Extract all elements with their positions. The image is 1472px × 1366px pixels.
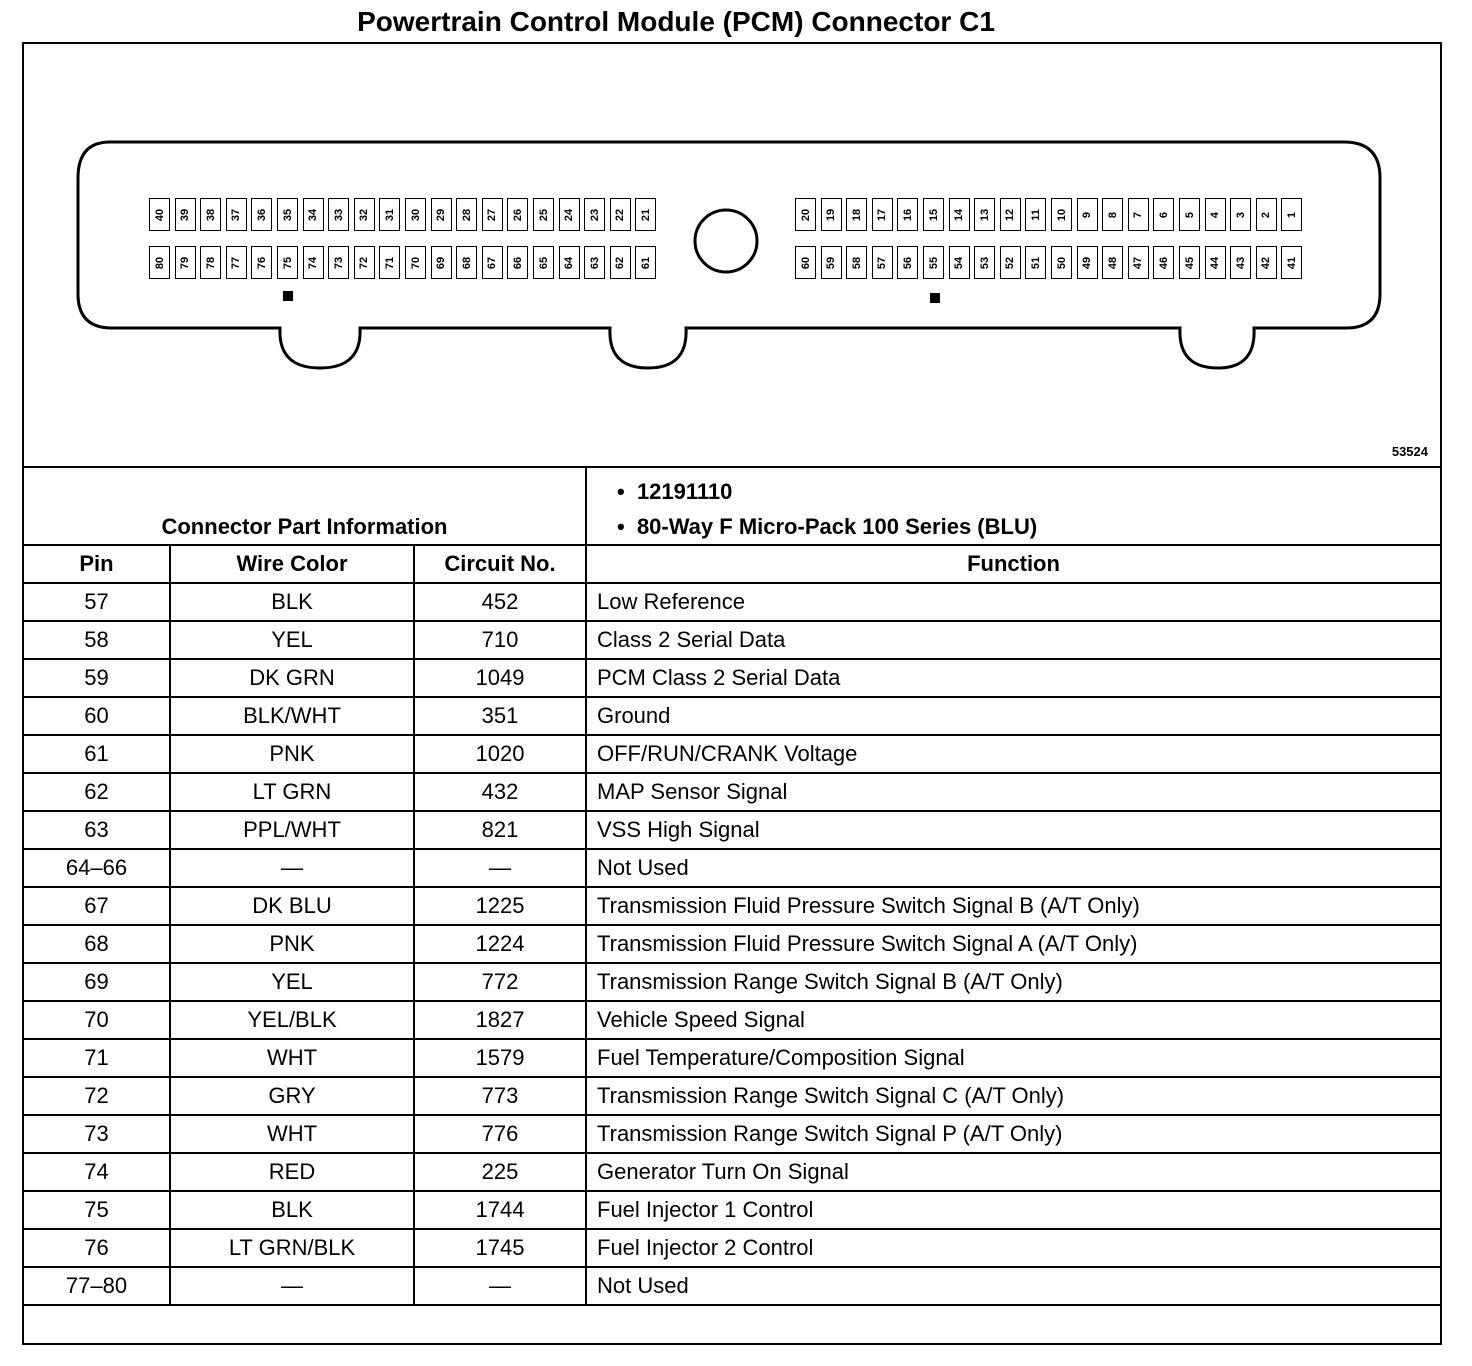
- pin-number: 41: [1285, 256, 1298, 269]
- pinout-table: [22, 466, 1442, 1306]
- pin-cavity: [354, 246, 375, 279]
- pin-cavity: [1256, 246, 1277, 279]
- table-row: [23, 1267, 1441, 1305]
- pin-number: 32: [358, 208, 371, 221]
- cell-circuit: 1579: [414, 1039, 586, 1077]
- cell-pin: 57: [23, 583, 170, 621]
- pin-cavity: [1051, 198, 1072, 231]
- pin-number: 34: [307, 208, 320, 221]
- pin-cavity: [1230, 198, 1251, 231]
- pin-cavity: [1281, 246, 1302, 279]
- pin-number: 46: [1157, 256, 1170, 269]
- pin-cavity: [584, 246, 605, 279]
- pin-cavity: [795, 246, 816, 279]
- cell-pin: 76: [23, 1229, 170, 1267]
- pin-number: 63: [588, 256, 601, 269]
- cell-function: Fuel Temperature/Composition Signal: [586, 1039, 1441, 1077]
- pin-cavity: [200, 198, 221, 231]
- col-header-circuit: Circuit No.: [414, 545, 586, 583]
- pin-cavity: [456, 198, 477, 231]
- table-body: [23, 583, 1441, 1305]
- pin-number: 4: [1209, 211, 1222, 218]
- pin-number: 5: [1183, 211, 1196, 218]
- cell-circuit: 432: [414, 773, 586, 811]
- pin-cavity: [277, 198, 298, 231]
- table-row: [23, 735, 1441, 773]
- pin-cavity: [1205, 246, 1226, 279]
- pin-cavity: [303, 198, 324, 231]
- pin-cavity: [610, 198, 631, 231]
- pin-cavity: [974, 246, 995, 279]
- pin-number: 15: [927, 208, 940, 221]
- pin-number: 30: [409, 208, 422, 221]
- table-row: [23, 1229, 1441, 1267]
- pin-number: 16: [901, 208, 914, 221]
- cell-circuit: 773: [414, 1077, 586, 1115]
- pin-number: 14: [953, 208, 966, 221]
- cell-wire-color: BLK: [170, 1191, 414, 1229]
- col-header-wire-color: Wire Color: [170, 545, 414, 583]
- pin-cavity: [251, 198, 272, 231]
- pin-cavity: [1281, 198, 1302, 231]
- pin-number: 29: [435, 208, 448, 221]
- pin-number: 21: [639, 208, 652, 221]
- pin-cavity: [226, 198, 247, 231]
- pin-cavity: [559, 198, 580, 231]
- pin-number: 36: [255, 208, 268, 221]
- pin-number: 65: [537, 256, 550, 269]
- col-header-pin: Pin: [23, 545, 170, 583]
- part-info-item: • 12191110: [617, 479, 733, 504]
- pin-cavity: [507, 246, 528, 279]
- part-info-list: [586, 467, 1441, 545]
- pin-number: 22: [614, 208, 627, 221]
- pin-cavity: [251, 246, 272, 279]
- cell-circuit: —: [414, 1267, 586, 1305]
- table-row: [23, 1115, 1441, 1153]
- pin-cavity: [846, 198, 867, 231]
- cell-wire-color: PNK: [170, 735, 414, 773]
- pin-number: 56: [901, 256, 914, 269]
- cell-wire-color: WHT: [170, 1115, 414, 1153]
- part-info-item: • 80-Way F Micro-Pack 100 Series (BLU): [617, 514, 1038, 539]
- cell-function: Vehicle Speed Signal: [586, 1001, 1441, 1039]
- cell-function: PCM Class 2 Serial Data: [586, 659, 1441, 697]
- table-row: [23, 1077, 1441, 1115]
- pin-cavity: [1051, 246, 1072, 279]
- pin-cavity: [533, 198, 554, 231]
- pin-cavity: [974, 198, 995, 231]
- cell-pin: 68: [23, 925, 170, 963]
- pin-cavity: [872, 246, 893, 279]
- pin-number: 68: [460, 256, 473, 269]
- table-row: [23, 925, 1441, 963]
- cell-circuit: 1020: [414, 735, 586, 773]
- pin-number: 20: [799, 208, 812, 221]
- cell-wire-color: DK GRN: [170, 659, 414, 697]
- pin-number: 55: [927, 256, 940, 269]
- pin-number: 6: [1157, 211, 1170, 218]
- pin-number: 49: [1081, 256, 1094, 269]
- cell-pin: 70: [23, 1001, 170, 1039]
- pin-cavity: [1230, 246, 1251, 279]
- pin-number: 71: [383, 256, 396, 269]
- cell-pin: 71: [23, 1039, 170, 1077]
- pin-number: 45: [1183, 256, 1196, 269]
- cell-circuit: 710: [414, 621, 586, 659]
- cell-function: Generator Turn On Signal: [586, 1153, 1441, 1191]
- pin-number: 25: [537, 208, 550, 221]
- cell-circuit: 1049: [414, 659, 586, 697]
- cell-function: Transmission Range Switch Signal P (A/T Only): [586, 1115, 1441, 1153]
- pin-number: 61: [639, 256, 652, 269]
- table-row: [23, 1001, 1441, 1039]
- pin-number: 11: [1029, 208, 1042, 221]
- pin-number: 28: [460, 208, 473, 221]
- table-row: [23, 1153, 1441, 1191]
- pin-number: 62: [614, 256, 627, 269]
- pin-number: 78: [204, 256, 217, 269]
- pin-cavity: [584, 198, 605, 231]
- pin-number: 42: [1260, 256, 1273, 269]
- cell-function: OFF/RUN/CRANK Voltage: [586, 735, 1441, 773]
- pin-cavity: [1102, 246, 1123, 279]
- pin-cavity: [328, 198, 349, 231]
- cell-pin: 75: [23, 1191, 170, 1229]
- cell-wire-color: PNK: [170, 925, 414, 963]
- pin-cavity: [1025, 246, 1046, 279]
- table-row: [23, 811, 1441, 849]
- pin-number: 19: [825, 208, 838, 221]
- table-row: [23, 773, 1441, 811]
- pin-cavity: [1025, 198, 1046, 231]
- pin-number: 79: [179, 256, 192, 269]
- col-header-function: Function: [586, 545, 1441, 583]
- pin-number: 70: [409, 256, 422, 269]
- table-row: [23, 887, 1441, 925]
- pin-cavity: [1077, 198, 1098, 231]
- pin-cavity: [846, 246, 867, 279]
- cell-wire-color: WHT: [170, 1039, 414, 1077]
- cell-wire-color: YEL: [170, 963, 414, 1001]
- pin-cavity: [635, 246, 656, 279]
- pin-cavity: [405, 198, 426, 231]
- pin-number: 75: [281, 256, 294, 269]
- pin-number: 60: [799, 256, 812, 269]
- pin-cavity: [949, 198, 970, 231]
- cell-wire-color: PPL/WHT: [170, 811, 414, 849]
- table-row: [23, 1191, 1441, 1229]
- cell-function: VSS High Signal: [586, 811, 1441, 849]
- pin-cavity: [1128, 246, 1149, 279]
- pin-number: 74: [307, 256, 320, 269]
- pin-number: 31: [383, 208, 396, 221]
- pin-cavity: [277, 246, 298, 279]
- cell-pin: 67: [23, 887, 170, 925]
- pin-number: 8: [1106, 211, 1119, 218]
- pin-cavity: [379, 198, 400, 231]
- cell-wire-color: LT GRN/BLK: [170, 1229, 414, 1267]
- pin-cavity: [507, 198, 528, 231]
- part-info-row: [23, 467, 1441, 545]
- pin-number: 58: [850, 256, 863, 269]
- cell-wire-color: DK BLU: [170, 887, 414, 925]
- pin-number: 24: [563, 208, 576, 221]
- pin-cavity: [175, 246, 196, 279]
- pin-number: 35: [281, 208, 294, 221]
- cell-wire-color: GRY: [170, 1077, 414, 1115]
- pin-number: 72: [358, 256, 371, 269]
- cell-function: Low Reference: [586, 583, 1441, 621]
- cell-circuit: 1225: [414, 887, 586, 925]
- cell-circuit: 225: [414, 1153, 586, 1191]
- pin-number: 43: [1234, 256, 1247, 269]
- pin-cavity: [1179, 198, 1200, 231]
- pin-number: 47: [1132, 256, 1145, 269]
- pin-number: 12: [1004, 208, 1017, 221]
- cell-circuit: —: [414, 849, 586, 887]
- table-row: [23, 621, 1441, 659]
- pin-cavity: [379, 246, 400, 279]
- pin-number: 64: [563, 256, 576, 269]
- cell-function: Ground: [586, 697, 1441, 735]
- pin-number: 2: [1260, 211, 1273, 218]
- cell-circuit: 351: [414, 697, 586, 735]
- pin-number: 48: [1106, 256, 1119, 269]
- pin-marker-left: [283, 291, 293, 301]
- cell-circuit: 1744: [414, 1191, 586, 1229]
- pin-number: 40: [153, 208, 166, 221]
- pin-number: 23: [588, 208, 601, 221]
- pin-number: 9: [1081, 211, 1094, 218]
- pin-cavity: [1153, 246, 1174, 279]
- pin-number: 38: [204, 208, 217, 221]
- pin-number: 57: [876, 256, 889, 269]
- figure-reference: 53524: [1391, 444, 1428, 459]
- pin-number: 52: [1004, 256, 1017, 269]
- pin-number: 76: [255, 256, 268, 269]
- cell-wire-color: YEL/BLK: [170, 1001, 414, 1039]
- cell-pin: 72: [23, 1077, 170, 1115]
- pin-cavity: [821, 198, 842, 231]
- pin-cavity: [1128, 198, 1149, 231]
- pin-cavity: [897, 246, 918, 279]
- cell-pin: 63: [23, 811, 170, 849]
- pin-cavity: [923, 246, 944, 279]
- pin-cavity: [533, 246, 554, 279]
- part-info-label: Connector Part Information: [23, 467, 586, 545]
- cell-function: Fuel Injector 1 Control: [586, 1191, 1441, 1229]
- cell-function: Transmission Range Switch Signal B (A/T Only): [586, 963, 1441, 1001]
- pin-number: 7: [1132, 211, 1145, 218]
- pin-number: 13: [978, 208, 991, 221]
- cell-function: Transmission Fluid Pressure Switch Signal B (A/T Only): [586, 887, 1441, 925]
- pin-number: 80: [153, 256, 166, 269]
- key-circle: [695, 210, 757, 272]
- cell-function: Transmission Range Switch Signal C (A/T Only): [586, 1077, 1441, 1115]
- pin-number: 53: [978, 256, 991, 269]
- pin-cavity: [610, 246, 631, 279]
- cell-pin: 64–66: [23, 849, 170, 887]
- pin-cavity: [431, 198, 452, 231]
- pin-cavity: [226, 246, 247, 279]
- pin-cavity: [149, 246, 170, 279]
- cell-function: Not Used: [586, 849, 1441, 887]
- pin-number: 51: [1029, 256, 1042, 269]
- pin-number: 50: [1055, 256, 1068, 269]
- pin-cavity: [795, 198, 816, 231]
- pin-cavity: [456, 246, 477, 279]
- cell-wire-color: RED: [170, 1153, 414, 1191]
- cell-function: Not Used: [586, 1267, 1441, 1305]
- pin-number: 26: [511, 208, 524, 221]
- pin-number: 54: [953, 256, 966, 269]
- pin-cavity: [431, 246, 452, 279]
- cell-pin: 77–80: [23, 1267, 170, 1305]
- cell-wire-color: —: [170, 849, 414, 887]
- table-row: [23, 697, 1441, 735]
- pin-cavity: [559, 246, 580, 279]
- pin-cavity: [635, 198, 656, 231]
- cell-circuit: 452: [414, 583, 586, 621]
- pin-cavity: [1205, 198, 1226, 231]
- pin-number: 27: [486, 208, 499, 221]
- cell-circuit: 1224: [414, 925, 586, 963]
- pin-number: 73: [332, 256, 345, 269]
- cell-pin: 59: [23, 659, 170, 697]
- cell-pin: 58: [23, 621, 170, 659]
- pin-cavity: [1000, 246, 1021, 279]
- table-row: [23, 849, 1441, 887]
- cell-function: Class 2 Serial Data: [586, 621, 1441, 659]
- pin-number: 33: [332, 208, 345, 221]
- cell-wire-color: YEL: [170, 621, 414, 659]
- pin-marker-right: [930, 293, 940, 303]
- pin-number: 10: [1055, 208, 1068, 221]
- pin-cavity: [1102, 198, 1123, 231]
- pin-number: 69: [435, 256, 448, 269]
- cell-circuit: 772: [414, 963, 586, 1001]
- pin-cavity: [1256, 198, 1277, 231]
- pin-cavity: [354, 198, 375, 231]
- cell-wire-color: BLK: [170, 583, 414, 621]
- cell-function: Fuel Injector 2 Control: [586, 1229, 1441, 1267]
- pin-cavity: [1000, 198, 1021, 231]
- pin-cavity: [872, 198, 893, 231]
- pin-cavity: [175, 198, 196, 231]
- cell-pin: 74: [23, 1153, 170, 1191]
- pin-cavity: [149, 198, 170, 231]
- pin-number: 17: [876, 208, 889, 221]
- table-row: [23, 583, 1441, 621]
- table-row: [23, 963, 1441, 1001]
- pin-cavity: [897, 198, 918, 231]
- pin-number: 59: [825, 256, 838, 269]
- cell-pin: 69: [23, 963, 170, 1001]
- pin-cavity: [821, 246, 842, 279]
- pin-number: 44: [1209, 256, 1222, 269]
- cell-pin: 62: [23, 773, 170, 811]
- pin-cavity: [303, 246, 324, 279]
- pin-number: 3: [1234, 211, 1247, 218]
- pin-cavity: [482, 198, 503, 231]
- cell-circuit: 821: [414, 811, 586, 849]
- pin-number: 77: [230, 256, 243, 269]
- pin-cavity: [1179, 246, 1200, 279]
- pin-cavity: [482, 246, 503, 279]
- table-row: [23, 659, 1441, 697]
- pin-cavity: [1153, 198, 1174, 231]
- cell-function: MAP Sensor Signal: [586, 773, 1441, 811]
- pin-cavity: [200, 246, 221, 279]
- cell-circuit: 776: [414, 1115, 586, 1153]
- cell-circuit: 1745: [414, 1229, 586, 1267]
- cell-wire-color: BLK/WHT: [170, 697, 414, 735]
- cell-function: Transmission Fluid Pressure Switch Signal A (A/T Only): [586, 925, 1441, 963]
- pin-number: 66: [511, 256, 524, 269]
- pin-number: 18: [850, 208, 863, 221]
- pin-cavity: [1077, 246, 1098, 279]
- pin-number: 67: [486, 256, 499, 269]
- connector-diagram: [24, 44, 1440, 466]
- header-row: [23, 545, 1441, 583]
- pin-cavity: [328, 246, 349, 279]
- cell-wire-color: —: [170, 1267, 414, 1305]
- cell-pin: 73: [23, 1115, 170, 1153]
- pin-number: 1: [1285, 211, 1298, 218]
- table-row: [23, 1039, 1441, 1077]
- pin-cavity: [949, 246, 970, 279]
- cell-circuit: 1827: [414, 1001, 586, 1039]
- pin-cavity: [405, 246, 426, 279]
- pin-cavity: [923, 198, 944, 231]
- cell-wire-color: LT GRN: [170, 773, 414, 811]
- cell-pin: 61: [23, 735, 170, 773]
- pin-number: 39: [179, 208, 192, 221]
- cell-pin: 60: [23, 697, 170, 735]
- page-title: Powertrain Control Module (PCM) Connector C1: [357, 6, 995, 37]
- pin-number: 37: [230, 208, 243, 221]
